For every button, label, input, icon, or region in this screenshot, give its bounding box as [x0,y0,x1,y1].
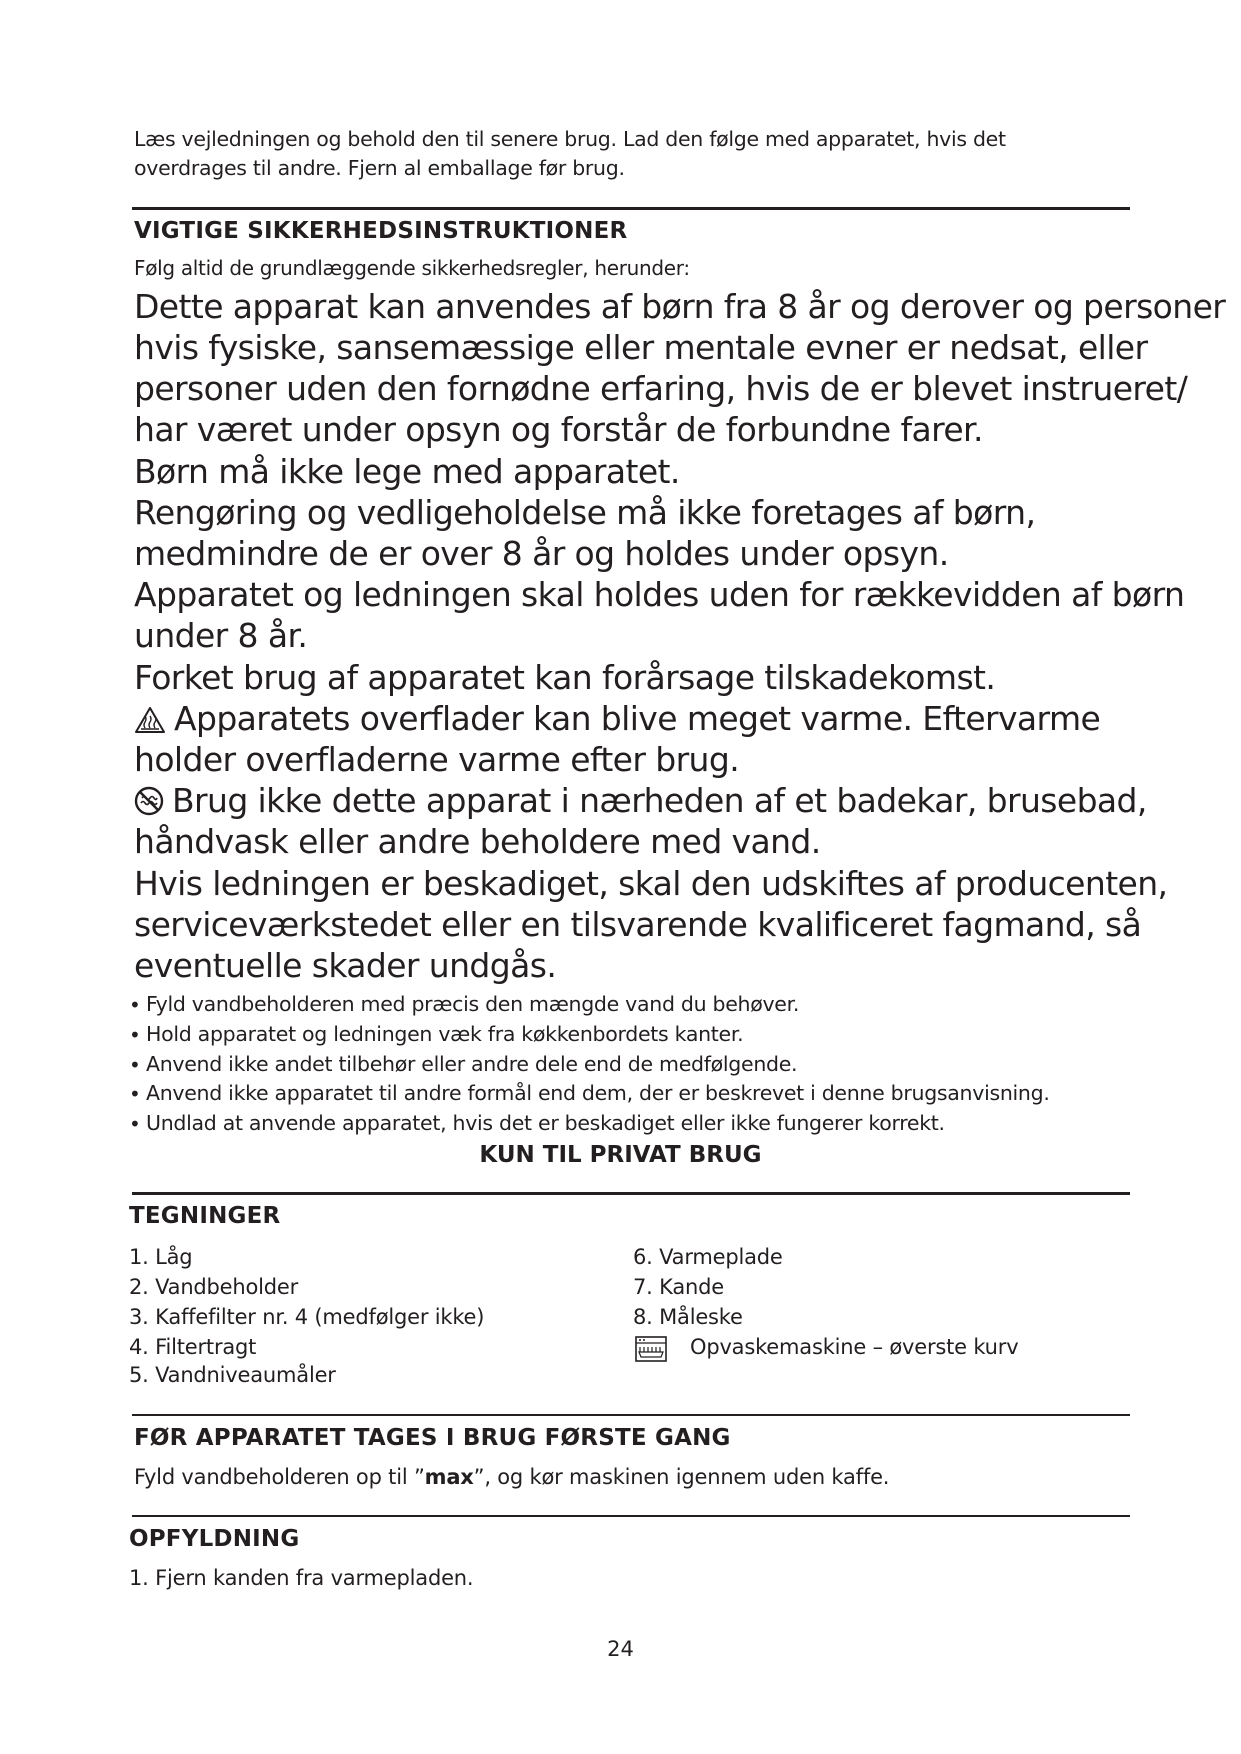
section-divider [132,207,1130,210]
dishwasher-label: Opvaskemaskine – øverste kurv [690,1335,1019,1359]
safety-line: Dette apparat kan anvendes af børn fra 8 år og derover og personer [134,287,1226,326]
drawing-item: 4. Filtertragt [129,1335,257,1359]
section-divider [132,1192,1130,1195]
safety-line: medmindre de er over 8 år og holdes under opsyn. [134,534,949,573]
safety-line: Rengøring og vedligeholdelse må ikke foretages af børn, [134,493,1036,532]
safety-line: Apparatets overflader kan blive meget varme. Eftervarme [174,699,1101,738]
bullet-dot: • [129,993,141,1017]
first-use-heading: FØR APPARATET TAGES I BRUG FØRSTE GANG [134,1425,731,1451]
bullet-item: Anvend ikke apparatet til andre formål end dem, der er beskrevet i denne brugsanvisning. [146,1081,1050,1105]
safety-line: serviceværkstedet eller en tilsvarende kvalificeret fagmand, så [134,905,1142,944]
first-use-text [134,1465,889,1489]
safety-line: har været under opsyn og forstår de forbundne farer. [134,410,983,449]
safety-line: Apparatet og ledningen skal holdes uden for rækkevidden af børn [134,575,1185,614]
intro-line-2: overdrages til andre. Fjern al emballage før brug. [134,156,625,180]
filling-heading: OPFYLDNING [129,1526,300,1552]
first-use-text-part: ”, og kør maskinen igennem uden kaffe. [473,1465,890,1489]
bullet-item: Hold apparatet og ledningen væk fra køkkenbordets kanter. [146,1022,744,1046]
section-divider [132,1515,1130,1517]
bullet-item: Anvend ikke andet tilbehør eller andre dele end de medfølgende. [146,1052,798,1076]
page-number: 24 [607,1637,634,1661]
drawing-item: 3. Kaffefilter nr. 4 (medfølger ikke) [129,1305,485,1329]
safety-line: eventuelle skader undgås. [134,946,557,985]
no-water-warning [134,781,1147,824]
bullet-item: Undlad at anvende apparatet, hvis det er beskadiget eller ikke fungerer korrekt. [146,1111,945,1135]
safety-line: Børn må ikke lege med apparatet. [134,452,680,491]
drawing-item: 5. Vandniveaumåler [129,1363,336,1387]
safety-line: Hvis ledningen er beskadiget, skal den udskiftes af producenten, [134,864,1168,903]
max-label: max [424,1465,474,1489]
bullet-item: Fyld vandbeholderen med præcis den mængde vand du behøver. [146,992,800,1016]
dishwasher-icon [635,1336,667,1366]
safety-line: hvis fysiske, sansemæssige eller mentale evner er nedsat, eller [134,328,1148,367]
safety-line: personer uden den fornødne erfaring, hvis de er blevet instrueret/ [134,369,1188,408]
safety-line: holder overfladerne varme efter brug. [134,740,740,779]
bullet-dot: • [129,1023,141,1047]
safety-line: Forket brug af apparatet kan forårsage tilskadekomst. [134,658,996,697]
filling-step: 1. Fjern kanden fra varmepladen. [129,1566,474,1590]
first-use-text-part: Fyld vandbeholderen op til ” [134,1465,425,1489]
bullet-dot: • [129,1053,141,1077]
drawing-item: 2. Vandbeholder [129,1275,299,1299]
safety-line: Brug ikke dette apparat i nærheden af et badekar, brusebad, [172,781,1147,820]
safety-subtitle: Følg altid de grundlæggende sikkerhedsregler, herunder: [134,256,690,280]
no-water-prohibition-icon [134,785,164,824]
drawing-item: 7. Kande [633,1275,724,1299]
safety-line: under 8 år. [134,616,308,655]
intro-line-1: Læs vejledningen og behold den til senere brug. Lad den følge med apparatet, hvis det [134,127,1006,151]
drawing-item: 6. Varmeplade [633,1245,783,1269]
bullet-dot: • [129,1112,141,1136]
safety-heading: VIGTIGE SIKKERHEDSINSTRUKTIONER [134,218,628,244]
section-divider [132,1414,1130,1416]
drawing-item: 8. Måleske [633,1305,743,1329]
private-use-heading: KUN TIL PRIVAT BRUG [479,1142,762,1168]
hot-surface-warning [134,699,1100,742]
drawings-heading: TEGNINGER [129,1203,281,1229]
safety-line: håndvask eller andre beholdere med vand. [134,822,821,861]
drawing-item: 1. Låg [129,1245,193,1269]
bullet-dot: • [129,1082,141,1106]
hot-surface-warning-icon [134,703,166,742]
